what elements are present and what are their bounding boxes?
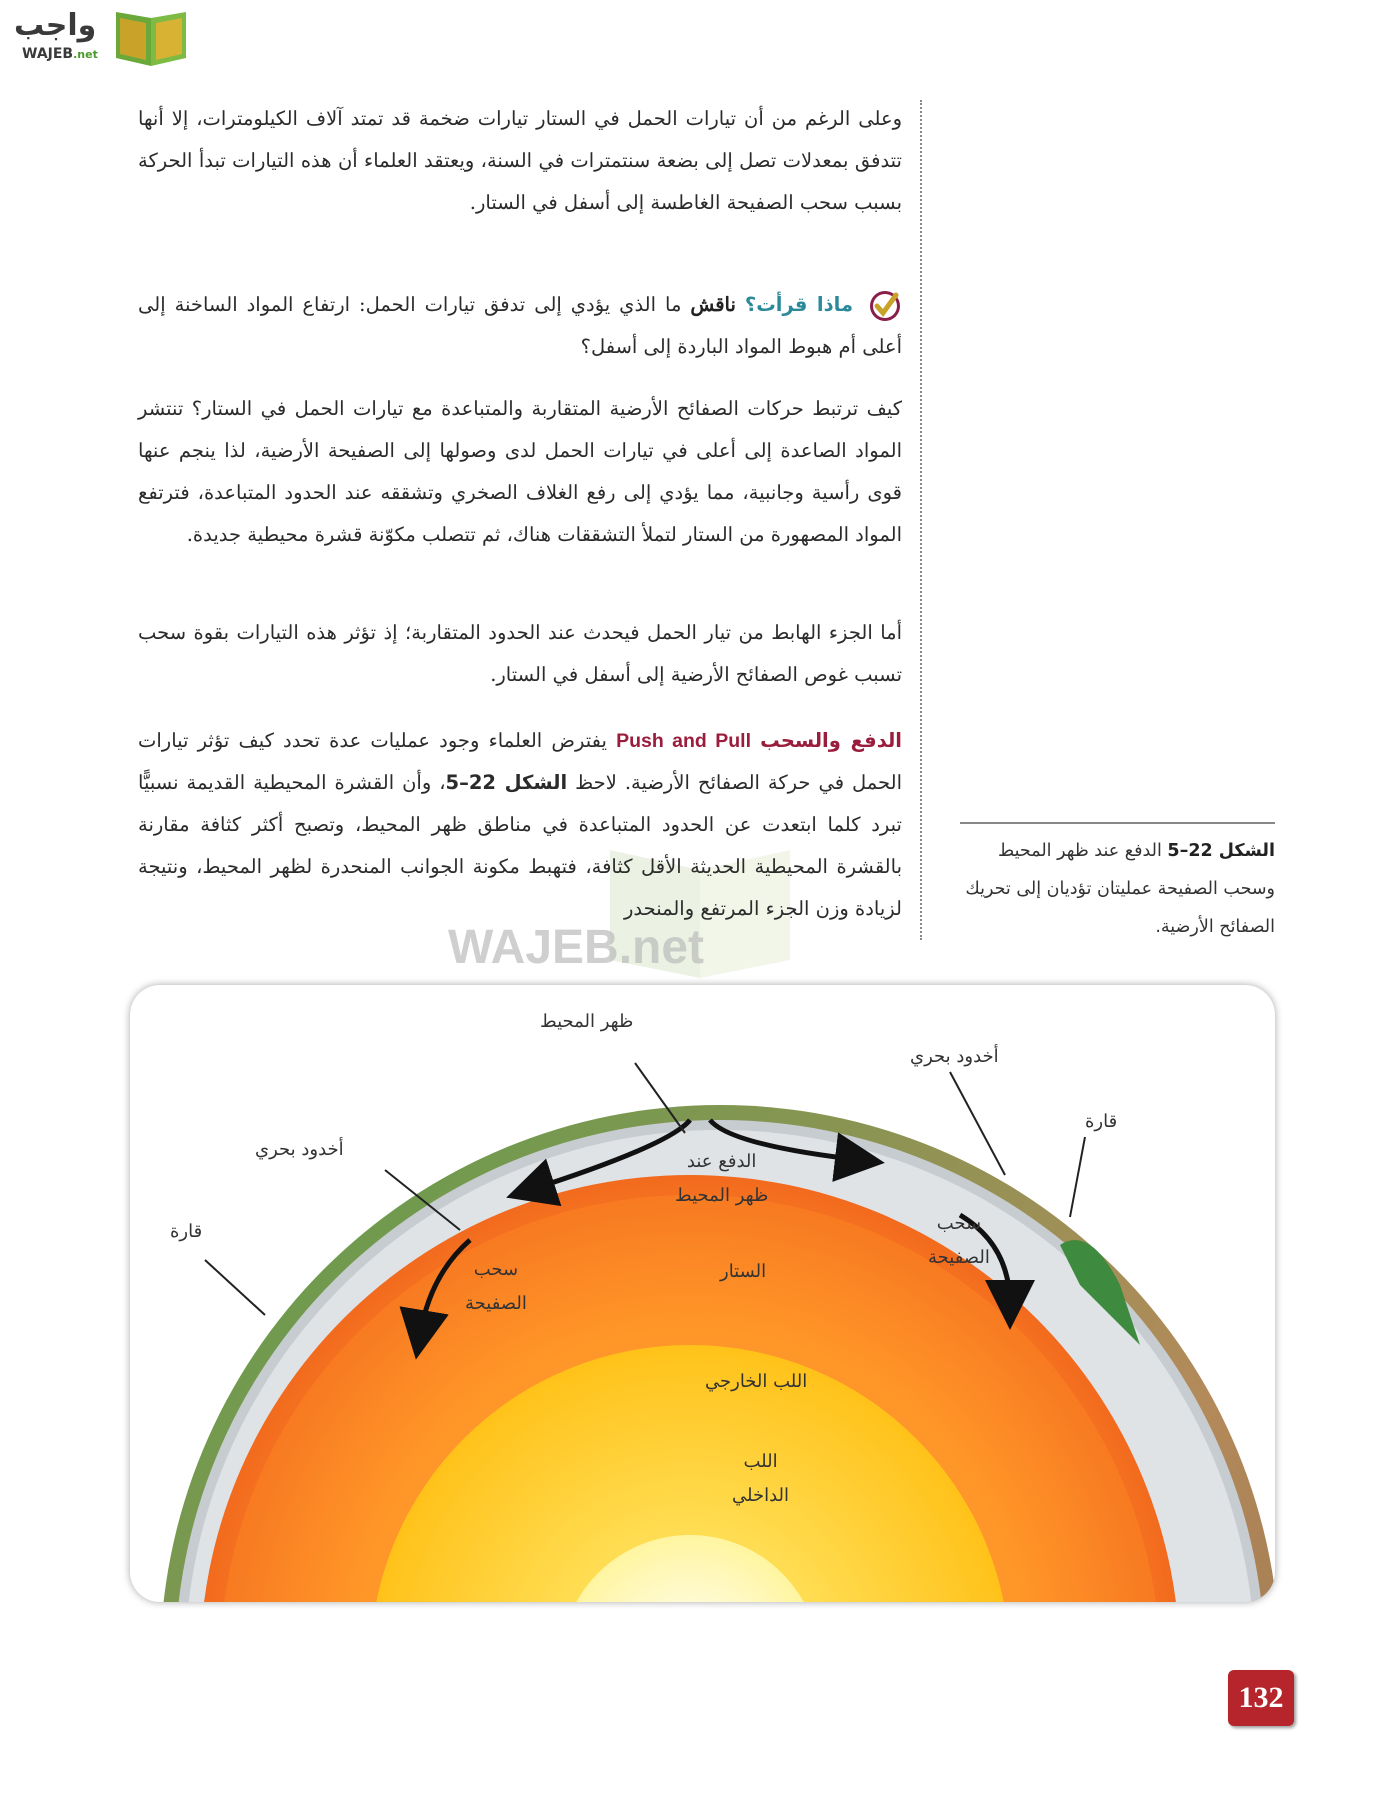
label-inner-core: اللب الداخلي xyxy=(732,1451,790,1506)
earth-cross-section-figure xyxy=(130,985,1275,1602)
label-mantle: الستار xyxy=(720,1261,767,1282)
checkmark-icon xyxy=(868,289,902,323)
label-slab-pull-right: سحب الصفيحة xyxy=(928,1213,990,1268)
earth-diagram xyxy=(130,985,1275,1602)
reading-check xyxy=(138,284,902,368)
section-heading-english: Push and Pull xyxy=(616,730,751,752)
reading-check-label: ماذا قرأت؟ xyxy=(744,293,854,316)
site-logo xyxy=(10,6,190,68)
paragraph-descending: أما الجزء الهابط من تيار الحمل فيحدث عند الحدود المتقاربة؛ إذ تؤثر هذه التيارات بقوة سحب تسبب غوص الصفائح الأرضية إلى أسفل في الستار. xyxy=(138,621,902,686)
reading-check-keyword: ناقش xyxy=(690,293,736,316)
logo-text-latin: WAJEB.net xyxy=(22,46,98,62)
figure-caption xyxy=(960,822,1275,946)
label-outer-core: اللب الخارجي xyxy=(705,1371,808,1392)
column-divider xyxy=(920,100,922,940)
caption-text: الدفع عند ظهر المحيط وسحب الصفيحة عمليتان تؤديان إلى تحريك الصفائح الأرضية. xyxy=(965,841,1275,937)
label-trench-right: أخدود بحري xyxy=(910,1046,999,1067)
continent-right-leader-line xyxy=(1070,1137,1085,1217)
push-pull-text-b: ، وأن القشرة المحيطية القديمة نسبيًّا تبرد كلما ابتعدت عن الحدود المتباعدة في مناطق ظهر المحيط، وتصبح أكثر كثافة مقارنة بالقشرة المحيطية الحديثة الأقل كثافة، فتهبط مكونة الجوانب المنحدرة لظهر المحيط، ونتيجة لزيادة وزن الجزء المرتفع والمنحدر xyxy=(138,771,902,920)
figure-reference: الشكل 22–5 xyxy=(445,771,568,794)
label-trench-left: أخدود بحري xyxy=(255,1139,344,1160)
logo-text-arabic: واجب xyxy=(14,8,97,43)
label-ridge-push: الدفع عند ظهر المحيط xyxy=(675,1151,769,1206)
label-continent-right: قارة xyxy=(1085,1111,1118,1132)
page-number: 132 xyxy=(1228,1670,1294,1726)
caption-label: الشكل 22–5 xyxy=(1167,841,1275,861)
paragraph-push-pull xyxy=(138,720,902,930)
label-ocean-ridge: ظهر المحيط xyxy=(540,1011,634,1032)
paragraph-convection-intro: وعلى الرغم من أن تيارات الحمل في الستار تيارات ضخمة قد تمتد آلاف الكيلومترات، إلا أنها تتدفق بمعدلات تصل إلى بضعة سنتمترات في السنة، ويعتقد العلماء أن هذه التيارات تبدأ الحركة بسبب سحب الصفيحة الغاطسة إلى أسفل في الستار. xyxy=(138,107,902,214)
push-pull-text-a: يفترض العلماء وجود عمليات عدة تحدد كيف تؤثر تيارات الحمل في حركة الصفائح الأرضية. لاحظ xyxy=(138,729,902,794)
label-continent-left: قارة xyxy=(170,1221,203,1242)
paragraph-plate-motion: كيف ترتبط حركات الصفائح الأرضية المتقاربة والمتباعدة مع تيارات الحمل في الستار؟ تنتشر المواد الصاعدة إلى أعلى في تيارات الحمل لدى وصولها إلى الصفيحة الأرضية، لذا ينجم عنها قوى رأسية وجانبية، مما يؤدي إلى رفع الغلاف الصخري وتشققه عند الحدود المتباعدة، فترتفع المواد المصهورة من الستار لتملأ التشققات هناك، ثم تتصلب مكوّنة قشرة محيطية جديدة. xyxy=(138,397,902,546)
book-icon xyxy=(112,8,190,68)
watermark-text: WAJEB.net xyxy=(448,921,705,974)
label-slab-pull-left: سحب الصفيحة xyxy=(465,1259,527,1314)
continent-left-leader-line xyxy=(205,1260,265,1315)
reading-check-question: ما الذي يؤدي إلى تدفق تيارات الحمل: ارتفاع المواد الساخنة إلى أعلى أم هبوط المواد الباردة إلى أسفل؟ xyxy=(138,293,902,358)
section-heading-arabic: الدفع والسحب xyxy=(760,729,902,752)
